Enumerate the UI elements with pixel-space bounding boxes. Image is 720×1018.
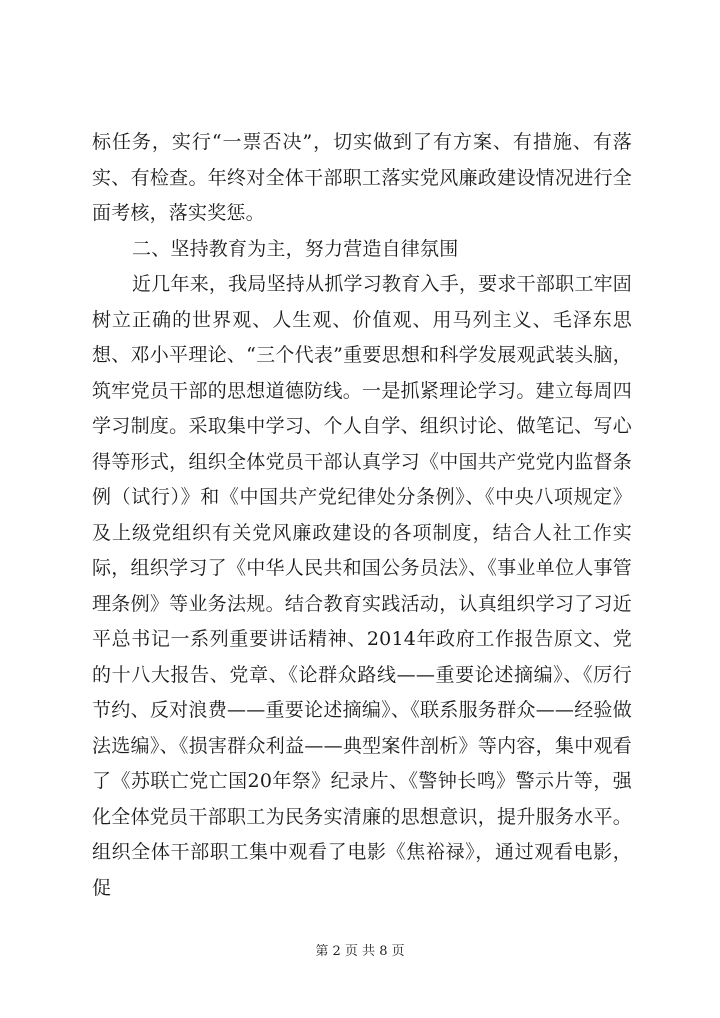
document-body <box>92 125 632 906</box>
paragraph-continuation: 标任务，实行“一票否决”，切实做到了有方案、有措施、有落实、有检查。年终对全体干部职工落实党风廉政建设情况进行全面考核，落实奖惩。 <box>92 131 632 224</box>
section-heading: 二、坚持教育为主，努力营造自律氛围 <box>132 237 459 260</box>
paragraph-body: 近几年来，我局坚持从抓学习教育入手，要求干部职工牢固树立正确的世界观、人生观、价值观、用马列主义、毛泽东思想、邓小平理论、“三个代表”重要思想和科学发展观武装头脑，筑牢党员干部的思想道德防线。一是抓紧理论学习。建立每周四学习制度。采取集中学习、个人自学、组织讨论、做笔记、写心得等形式，组织全体党员干部认真学习《中国共产党党内监督条例（试行）》和《中国共产党纪律处分条例》、《中央八项规定》及上级党组织有关党风廉政建设的各项制度，结合人社工作实际，组织学习了《中华人民共和国公务员法》、《事业单位人事管理条例》等业务法规。结合教育实践活动，认真组织学习了习近平总书记一系列重要讲话精神、2014年政府工作报告原文、党的十八大报告、党章、《论群众路线——重要论述摘编》、《厉行节约、反对浪费——重要论述摘编》、《联系服务群众——经验做法选编》、《损害群众利益——典型案件剖析》等内容，集中观看了《苏联亡党亡国20年祭》纪录片、《警钟长鸣》警示片等，强化全体党员干部职工为民务实清廉的思想意识，提升服务水平。组织全体干部职工集中观看了电影《焦裕禄》，通过观看电影，促 <box>92 273 632 899</box>
page-number-footer: 第 2 页 共 8 页 <box>315 944 405 959</box>
